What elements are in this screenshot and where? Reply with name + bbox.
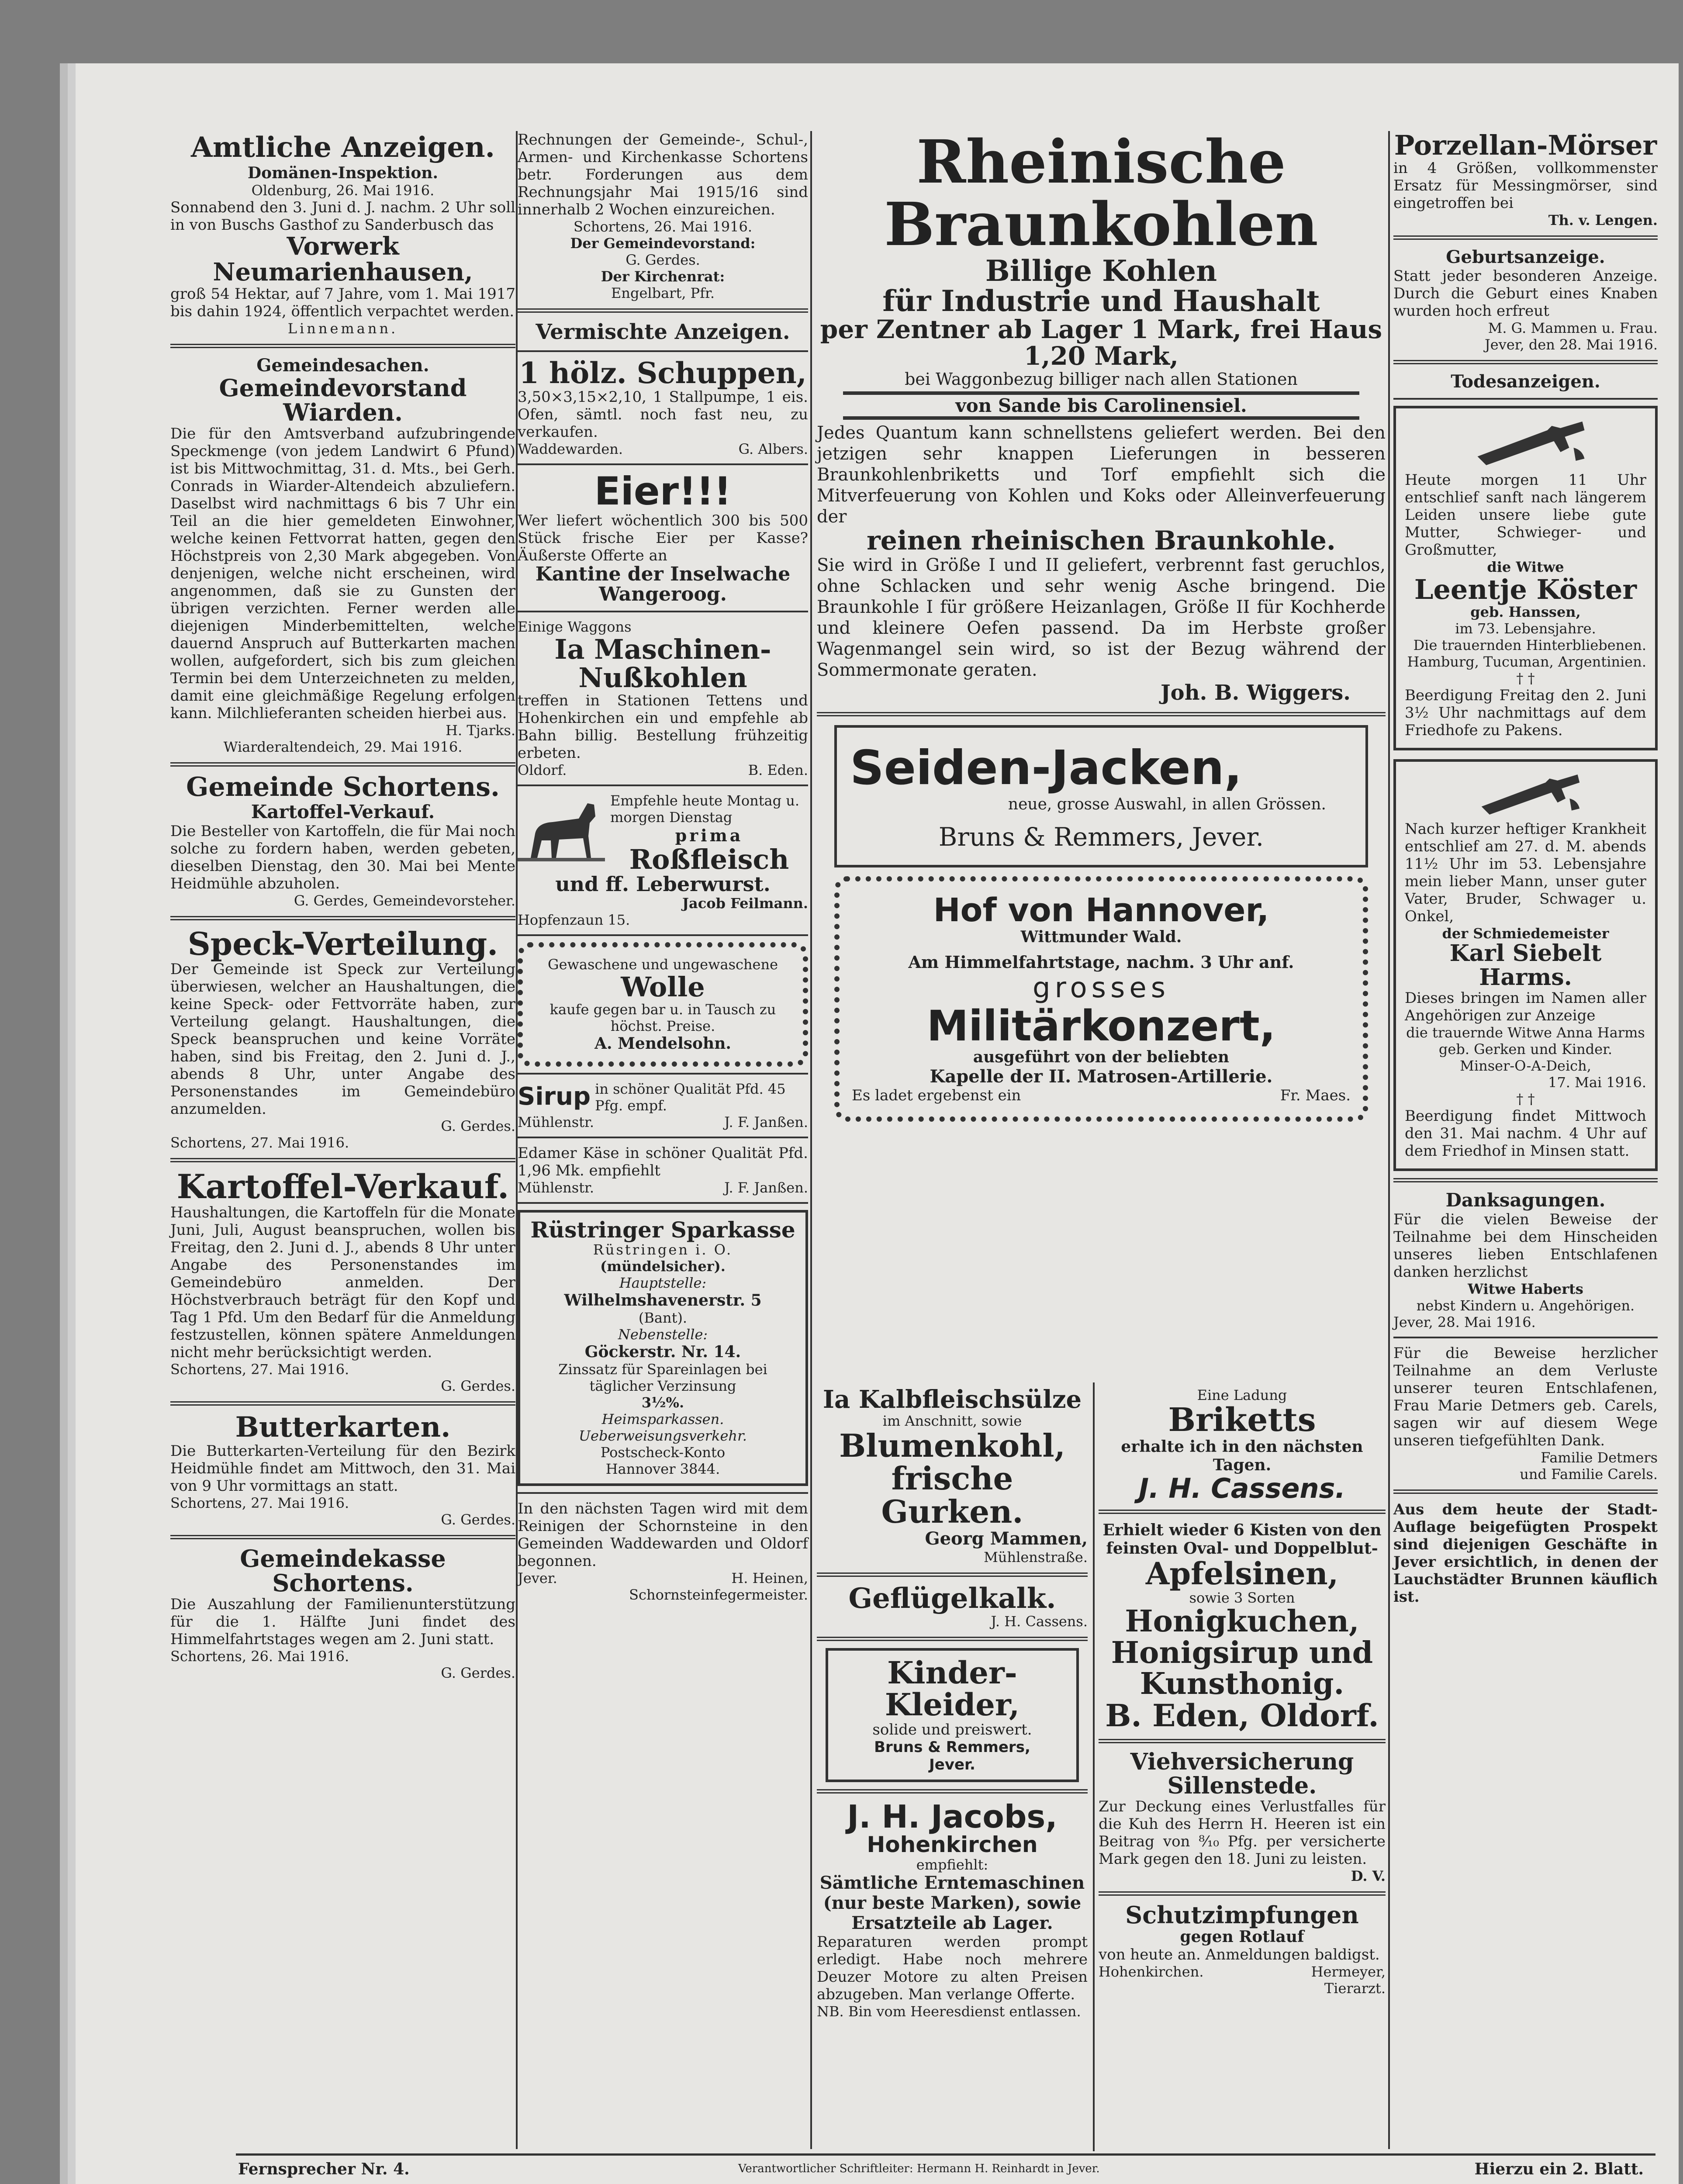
ad-signature: B. Eden. (748, 762, 808, 779)
ad-title: Ia Maschinen-Nußkohlen (554, 633, 771, 694)
divider (518, 934, 808, 936)
notice-title: Kartoffel-Verkauf. (176, 1167, 509, 1206)
ad-text: (Bant). (638, 1310, 688, 1327)
notice-title: Gemeindevorstand Wiarden. (219, 373, 467, 427)
notice-date: Schortens, 26. Mai 1916. (573, 218, 753, 235)
ad-text: Sämtliche Erntemaschinen (nur beste Marken), sowie Ersatzteile ab Lager. (819, 1872, 1085, 1933)
notice-date: Schortens, 27. Mai 1916. (170, 1494, 349, 1511)
ad-label: prima (675, 826, 743, 846)
ad-text: Einige Waggons (518, 619, 632, 636)
notice-text: Heute morgen 11 Uhr entschlief sanft nach längerem Leiden unsere liebe gute Mutter, Schwieger- und Großmutter, (1405, 471, 1646, 559)
footer-supplement: Hierzu ein 2. Blatt. (1474, 2160, 1644, 2178)
notice-signature: H. Tjarks. (446, 722, 515, 739)
death-notice (1393, 406, 1658, 750)
ad-address: Hopfenzaun 15. (518, 911, 630, 928)
hof-ad (834, 876, 1368, 1122)
notice-text: Der Gemeinde ist Speck zur Verteilung überwiesen, welcher an Haushaltungen, die keine Speck- oder Fettvorräte haben, zur Verteilung gelangt. Haushaltungen, die Speck beanspruchen und keine Vorräte haben, sind bis Freitag, den 2. Juni d. J., abends 8 Uhr, unter Angabe des Personenstandes im Gemeindebüro anzumelden. (170, 960, 515, 1118)
cross-icon (1405, 417, 1646, 470)
notice-text: Die Auszahlung der Familienunterstützung für die 1. Hälfte Juni findet des Himmelfahrtstages wegen am 2. Juni statt. (170, 1595, 515, 1648)
divider (518, 308, 808, 313)
column-rule (1093, 1382, 1095, 2151)
notice-text: Sonnabend den 3. Juni d. J. nachm. 2 Uhr soll in von Buschs Gasthof zu Sanderbusch das (170, 199, 515, 234)
divider (1393, 1489, 1658, 1494)
cross-icon (1405, 771, 1646, 819)
ad-address: Wilhelmshavenerstr. 5 (564, 1291, 762, 1310)
ad-text: in 4 Größen, vollkommenster Ersatz für Messingmörser, sind eingetroffen bei (1393, 159, 1658, 212)
divider (817, 1789, 1088, 1794)
notice-text: Nach kurzer heftiger Krankheit entschlief am 27. d. M. abends 11½ Uhr im 53. Lebensjahre mein lieber Mann, unser guter Vater, Bruder, Schwager u. Onkel, (1405, 820, 1646, 926)
notice-place: Jever. (518, 1570, 557, 1587)
ad-text: Eine Ladung (1197, 1387, 1287, 1403)
notice-text: Die für den Amtsverband aufzubringende Speckmenge (von jedem Landwirt 6 Pfund) ist bis Mittwochmittag, 31. d. Mts., bei Gerh. Conrads in Wiarder-Altendeich abzuliefern. Daselbst wird nachmittags 6 bis 7 Uhr ein Teil an die hier gemeldeten Einwohner, welche keinen Fettvorrat hatten, gegen den Höchstpreis von 2,30 Mark abgegeben. Von denjenigen, welche nicht erscheinen, wird angenommen, daß sie zu Gunsten der übrigen verzichten. Ferner werden alle diejenigen Minderbemittelten, welche dauernd Anspruch auf Butterkarten machen wollen, aufgefordert, sich bis zum gleichen Termin bei dem Unterzeichneten zu melden, damit eine gleichmäßige Regelung erfolgen kann. Milchlieferanten scheiden hierbei aus. (170, 425, 515, 722)
notice-text: Die Besteller von Kartoffeln, die für Mai noch solche zu fordern haben, werden gebeten, dieselben Dienstag, den 30. Mai bei Mente Heidmühle abzuholen. (170, 822, 515, 892)
notice-text: geb. Hanssen, (1470, 604, 1581, 621)
column-b (518, 131, 808, 1603)
ad-title: Blumenkohl, (839, 1427, 1065, 1464)
notice-text: Für die vielen Beweise der Teilnahme bei dem Hinscheiden unseres lieben Entschlafenen danken herzlichst (1393, 1211, 1658, 1281)
ad-title: Kinder-Kleider, (885, 1654, 1020, 1723)
ad-text: in schöner Qualität Pfd. 45 Pfg. empf. (595, 1080, 786, 1114)
deceased-name: Leentje Köster (1414, 574, 1637, 606)
divider (1393, 235, 1658, 240)
notice-signature: G. Gerdes. (441, 1117, 515, 1134)
notice-title: Speck-Verteilung. (187, 925, 498, 962)
notice-heading: Domänen-Inspektion. (247, 164, 439, 182)
ad-title: Apfelsinen, (1145, 1555, 1339, 1592)
ad-title: Kunsthonig. (1140, 1666, 1344, 1702)
notice-signature: G. Gerdes. (626, 252, 700, 268)
ad-title: Eier!!! (594, 469, 732, 514)
notice-signature: und Familie Carels. (1520, 1466, 1658, 1483)
ad-text: Am Himmelfahrtstage, nachm. 3 Uhr anf. (908, 952, 1294, 972)
ad-title: Roßfleisch (629, 843, 789, 876)
ad-title: Honigkuchen, (1125, 1604, 1359, 1639)
notice-text: der Schmiedemeister (1442, 925, 1609, 942)
ad-text: neue, grosse Auswahl, in allen Grössen. (1008, 795, 1326, 813)
column-a (170, 131, 515, 1681)
wolle-ad (518, 942, 808, 1067)
notice-signature: die trauernde Witwe Anna Harms geb. Gerken und Kinder. (1406, 1024, 1645, 1058)
notice-signature: H. Heinen, (731, 1570, 808, 1587)
divider (1393, 398, 1658, 400)
divider (170, 1535, 515, 1539)
notice-text: Beerdigung Freitag den 2. Juni 3½ Uhr nachmittags auf dem Friedhofe zu Pakens. (1405, 687, 1646, 740)
notice-date: Schortens, 27. Mai 1916. (170, 1134, 349, 1151)
ad-signature: Hermeyer, (1311, 1963, 1386, 1980)
column-middle-lower-left (817, 1387, 1088, 2020)
ad-address: Göckerstr. Nr. 14. (584, 1343, 741, 1362)
ad-text: Erhielt wieder 6 Kisten von den feinsten Oval- und Doppelblut- (1102, 1521, 1382, 1558)
notice-signature: G. Gerdes. (441, 1511, 515, 1528)
ad-signature: Th. v. Lengen. (1548, 212, 1658, 229)
ad-title: frische Gurken. (881, 1460, 1023, 1530)
ad-place: Jever. (929, 1755, 975, 1773)
section-heading: Danksagungen. (1445, 1189, 1606, 1211)
notice-text: Statt jeder besonderen Anzeige. Durch die Geburt eines Knaben wurden hoch erfreut (1393, 267, 1658, 320)
column-rule (1388, 131, 1390, 2149)
notice-title: Butterkarten. (235, 1411, 451, 1444)
ad-subtitle: für Industrie und Haushalt (882, 283, 1320, 318)
ad-address: Mühlenstraße. (984, 1548, 1088, 1565)
notice-signature: G. Gerdes. (441, 1378, 515, 1395)
column-middle (817, 127, 1386, 1130)
notice-text: nebst Kindern u. Angehörigen. (1416, 1297, 1635, 1314)
notice-text: Zur Deckung eines Verlustfalles für die Kuh des Herrn H. Heeren ist ein Beitrag von ⁸⁄₁₀ Pfg. per versicherte Mark gegen den 18. Juni zu leisten. (1099, 1798, 1386, 1868)
divider (518, 1137, 808, 1138)
ad-text: Zinssatz für Spareinlagen bei täglicher Verzinsung (558, 1361, 767, 1395)
ad-signature: G. Albers. (738, 441, 808, 458)
divider (1099, 1891, 1386, 1896)
notice-role: Der Kirchenrat: (601, 268, 725, 285)
ad-text: empfiehlt: (916, 1856, 988, 1873)
notice-role: Der Gemeindevorstand: (570, 235, 756, 252)
ad-title: Sirup (518, 1082, 591, 1111)
ad-text: treffen in Stationen Tettens und Hohenkirchen ein und empfehle ab Bahn billig. Bestellung frühzeitig erbeten. (518, 692, 808, 762)
ad-signature: B. Eden, Oldorf. (1105, 1697, 1379, 1734)
section-heading: Geburtsanzeige. (1446, 247, 1605, 268)
divider (518, 1073, 808, 1075)
notice-text: Aus dem heute der Stadt-Auflage beigefügten Prospekt sind diejenigen Geschäfte in Jever ersichtlich, in denen der Lauchstädter Brunnen käuflich ist. (1393, 1501, 1658, 1606)
notice-text: Haushaltungen, die Kartoffeln für die Monate Juni, Juli, August beanspruchen, wollen bis Freitag, den 2. Juni d. J., abends 8 Uhr unter Angabe des Personenstandes im Gemeindebüro anmelden. Der Höchstverbrauch beträgt für den Kopf und Tag 1 Pfd. Um den Bedarf für die Anmeldung festzustellen, können spätere Anmeldungen nicht mehr berücksichtigt werden. (170, 1204, 515, 1362)
notice-signature: Die trauernden Hinterbliebenen. (1413, 637, 1646, 654)
ad-signature: Fr. Maes. (1280, 1087, 1351, 1105)
ad-highlight: reinen rheinischen Braunkohle. (867, 525, 1336, 556)
ad-text: kaufe gegen bar u. in Tausch zu höchst. Preise. (549, 1001, 776, 1034)
ad-price: per Zentner ab Lager 1 Mark, frei Haus 1,20 Mark, (820, 314, 1382, 371)
ad-address: Mühlenstr. (518, 1179, 594, 1196)
ad-firm: Bruns & Remmers, (874, 1738, 1030, 1756)
notice-date: Wiarderaltendeich, 29. Mai 1916. (223, 738, 463, 755)
ad-signature: J. H. Cassens. (991, 1613, 1088, 1630)
ad-signature: J. F. Janßen. (724, 1113, 808, 1130)
ad-text: von Sande bis Carolinensiel. (843, 391, 1359, 420)
ad-text: erhalte ich in den nächsten Tagen. (1121, 1437, 1363, 1474)
notice-date: Jever, 28. Mai 1916. (1393, 1314, 1536, 1331)
notice-signature: Familie Detmers (1541, 1449, 1658, 1466)
notice-title: Gemeinde Schortens. (186, 771, 500, 802)
notice-date: Schortens, 26. Mai 1916. (170, 1648, 349, 1665)
notice-signature: Engelbart, Pfr. (611, 285, 715, 301)
ad-title: Hof von Hannover, (933, 891, 1269, 929)
section-heading: Gemeindesachen. (256, 355, 429, 376)
notice-signature: D. V. (1351, 1868, 1386, 1885)
notice-place: Minser-O-A-Deich, (1460, 1057, 1591, 1075)
ad-text: Gewaschene und ungewaschene (548, 956, 778, 973)
notice-text: die Witwe (1487, 559, 1564, 576)
column-right (1393, 131, 1658, 1606)
ad-firm: Bruns & Remmers, Jever. (938, 822, 1264, 852)
notice-signature: Linnemann. (287, 320, 398, 337)
ad-title: Honigsirup und (1111, 1635, 1373, 1670)
notice-text: Die Butterkarten-Verteilung für den Bezirk Heidmühle findet am Mittwoch, den 31. Mai von 9 Uhr vormittags an statt. (170, 1442, 515, 1495)
notice-date: Schortens, 27. Mai 1916. (170, 1361, 349, 1378)
ad-place: Waddewarden. (518, 441, 623, 458)
ad-text: Jedes Quantum kann schnellstens geliefert werden. Bei den jetzigen sehr knappen Lieferungen in besseren Braunkohlenbriketts und Torf empfiehlt sich die Mitverfeuerung von Kohlen und Koks oder Alleinverfeuerung der (817, 422, 1386, 527)
ad-text: Heimsparkassen. (601, 1411, 724, 1428)
notice-text: groß 54 Hektar, auf 7 Jahre, vom 1. Mai 1917 bis dahin 1924, öffentlich verpachtet werden. (170, 285, 515, 320)
ad-text: sowie 3 Sorten (1189, 1590, 1295, 1607)
divider (518, 1202, 808, 1204)
notice-text: Für die Beweise herzlicher Teilnahme an dem Verluste unserer teuren Entschlafenen, Frau Marie Detmers geb. Carels, sagen wir auf diesem Wege unseren tiefgefühlten Dank. (1393, 1344, 1658, 1450)
divider (170, 762, 515, 767)
ad-text: 3,50×3,15×2,10, 1 Stallpumpe, 1 eis. Ofen, sämtl. noch fast neu, zu verkaufen. (518, 388, 808, 441)
death-notice (1393, 759, 1658, 1171)
notice-place: Hamburg, Tucuman, Argentinien. (1407, 653, 1646, 670)
ad-place: Hohenkirchen. (1099, 1963, 1204, 1980)
divider (518, 611, 808, 612)
ad-label: Hauptstelle: (619, 1275, 707, 1292)
ad-subtitle: Hohenkirchen (867, 1832, 1038, 1858)
ad-text: von heute an. Anmeldungen baldigst. (1099, 1946, 1380, 1963)
divider (170, 1158, 515, 1162)
notice-title: Vorwerk Neumarienhausen, (213, 232, 473, 287)
ad-text: im Anschnitt, sowie (882, 1412, 1022, 1429)
notice-text: im 73. Lebensjahre. (1455, 620, 1596, 637)
notice-signature: G. Gerdes, Gemeindevorsteher. (294, 892, 515, 909)
ad-title: Porzellan-Mörser (1394, 129, 1657, 161)
seiden-ad (834, 725, 1368, 867)
ad-title: 1 hölz. Schuppen, (519, 356, 807, 390)
ad-title: Seiden-Jacken, (850, 740, 1242, 795)
ad-signature: J. H. Cassens. (1138, 1472, 1346, 1504)
ad-title: Geflügelkalk. (848, 1582, 1056, 1615)
ad-text: NB. Bin vom Heeresdienst entlassen. (817, 2003, 1081, 2020)
ad-signature: Joh. B. Wiggers. (1160, 680, 1351, 705)
ad-title: Militärkonzert, (926, 1001, 1276, 1051)
cross-symbols: † † (1516, 1091, 1535, 1108)
notice-signature: Witwe Haberts (1468, 1281, 1583, 1298)
divider (170, 1401, 515, 1406)
divider (1393, 1178, 1658, 1182)
ad-text: Reparaturen werden prompt erledigt. Habe noch mehrere Deuzer Motore zu alten Preisen abzugeben. Man verlange Offerte. (817, 1933, 1088, 2003)
divider (518, 784, 808, 786)
ad-text: Es ladet ergebenst ein (852, 1087, 1021, 1105)
ad-text: Ueberweisungsverkehr. (579, 1427, 747, 1444)
ad-title: Briketts (1168, 1401, 1316, 1439)
notice-signature: M. G. Mammen u. Frau. (1488, 320, 1658, 337)
ad-subtitle: gegen Rotlauf (1180, 1927, 1304, 1946)
footer-phone: Fernsprecher Nr. 4. (238, 2160, 410, 2178)
divider (1393, 1337, 1658, 1338)
deceased-name: Karl Siebelt Harms. (1449, 940, 1602, 991)
ad-text: Sie wird in Größe I und II geliefert, verbrennt fast geruchlos, ohne Schlacken und sehr wenig Asche bringend. Die Braunkohle I für größere Heizanlagen, Größe II für Kochherde und kleinere Oefen passend. Da im Herbste großer Wagenmangel sein wird, so ist der Bezug während der Sommermonate geraten. (817, 555, 1386, 680)
ad-text: Hannover 3844. (605, 1461, 720, 1478)
column-rule (810, 131, 812, 2149)
ad-signature: Georg Mammen, (925, 1528, 1088, 1549)
notice-text: Beerdigung findet Mittwoch den 31. Mai nachm. 4 Uhr auf dem Friedhof in Minsen statt. (1405, 1107, 1646, 1160)
section-heading: Vermischte Anzeigen. (536, 320, 790, 344)
ad-subtitle: Wittmunder Wald. (1020, 927, 1182, 946)
ad-place: Rüstringen i. O. (593, 1241, 733, 1258)
ad-place: Oldorf. (518, 762, 567, 779)
notice-title: Gemeindekasse Schortens. (240, 1544, 446, 1597)
ad-text: Empfehle heute Montag u. morgen Dienstag (610, 792, 800, 826)
ad-text: Wer liefert wöchentlich 300 bis 500 Stück frische Eier per Kasse? Äußerste Offerte an (518, 511, 808, 564)
notice-text: Rechnungen der Gemeinde-, Schul-, Armen- und Kirchenkasse Schortens betr. Forderungen aus dem Rechnungsjahr Mai 1915/16 sind innerhalb 2 Wochen einzureichen. (518, 131, 808, 218)
horse-icon (518, 792, 605, 867)
ad-text: Kapelle der II. Matrosen-Artillerie. (930, 1066, 1273, 1087)
ad-title: Schutzimpfungen (1125, 1901, 1359, 1929)
ad-title: Rheinische Braunkohlen (884, 127, 1318, 259)
notice-role: Schornsteinfegermeister. (629, 1586, 808, 1603)
notice-subtitle: Kartoffel-Verkauf. (251, 801, 435, 822)
divider (817, 1637, 1088, 1641)
ad-address: Mühlenstr. (518, 1113, 594, 1130)
ad-title: Wolle (621, 971, 705, 1003)
ad-address: Kantine der Inselwache Wangeroog. (535, 563, 791, 605)
ad-signature: A. Mendelsohn. (594, 1034, 731, 1053)
ad-role: Tierarzt. (1324, 1980, 1386, 1997)
divider (1099, 1739, 1386, 1743)
divider (817, 1572, 1088, 1577)
divider (1099, 1510, 1386, 1514)
divider (518, 463, 808, 465)
ad-title: J. H. Jacobs, (847, 1798, 1057, 1835)
ad-text: bei Waggonbezug billiger nach allen Stationen (905, 369, 1298, 389)
sparkasse-ad (518, 1210, 808, 1486)
notice-signature: G. Gerdes. (441, 1664, 515, 1681)
ad-text: (mündelsicher). (600, 1258, 726, 1275)
ad-text: ausgeführt von der beliebten (973, 1048, 1230, 1067)
ad-text: Postscheck-Konto (600, 1444, 726, 1461)
ad-label: Nebenstelle: (618, 1326, 708, 1343)
divider (170, 344, 515, 348)
divider (518, 1492, 808, 1494)
ad-subtitle: Billige Kohlen (985, 253, 1217, 288)
notice-place: Oldenburg, 26. Mai 1916. (251, 182, 435, 199)
cross-symbols: † † (1516, 670, 1535, 687)
ad-signature: J. F. Janßen. (724, 1179, 808, 1196)
ad-text: solide und preiswert. (872, 1721, 1032, 1738)
notice-date: 17. Mai 1916. (1548, 1074, 1646, 1091)
footer-editor: Verantwortlicher Schriftleiter: Hermann H. Reinhardt in Jever. (738, 2162, 1100, 2175)
divider (817, 712, 1386, 716)
section-heading: Amtliche Anzeigen. (191, 131, 495, 164)
divider (1393, 360, 1658, 364)
column-middle-lower-right (1099, 1387, 1386, 1997)
section-heading: Todesanzeigen. (1451, 371, 1600, 392)
ad-title: Rüstringer Sparkasse (530, 1216, 795, 1243)
ad-title: Viehversicherung Sillenstede. (1130, 1748, 1354, 1799)
ad-text: grosses (1032, 971, 1170, 1004)
footer-rule (236, 2153, 1655, 2156)
ad-signature: Jacob Feilmann. (682, 895, 808, 912)
divider (518, 350, 808, 352)
kinder-ad (826, 1648, 1079, 1782)
ad-subtitle: und ff. Leberwurst. (555, 872, 771, 896)
ad-rate: 3½%. (641, 1394, 684, 1411)
notice-text: In den nächsten Tagen wird mit dem Reinigen der Schornsteine in den Gemeinden Waddewarden und Oldorf begonnen. (518, 1500, 808, 1570)
notice-text: Dieses bringen im Namen aller Angehörigen zur Anzeige (1405, 989, 1646, 1025)
notice-date: Jever, den 28. Mai 1916. (1484, 336, 1658, 353)
ad-title: Ia Kalbfleischsülze (822, 1385, 1082, 1414)
divider (170, 916, 515, 920)
ad-text: Edamer Käse in schöner Qualität Pfd. 1,96 Mk. empfiehlt (518, 1144, 808, 1179)
